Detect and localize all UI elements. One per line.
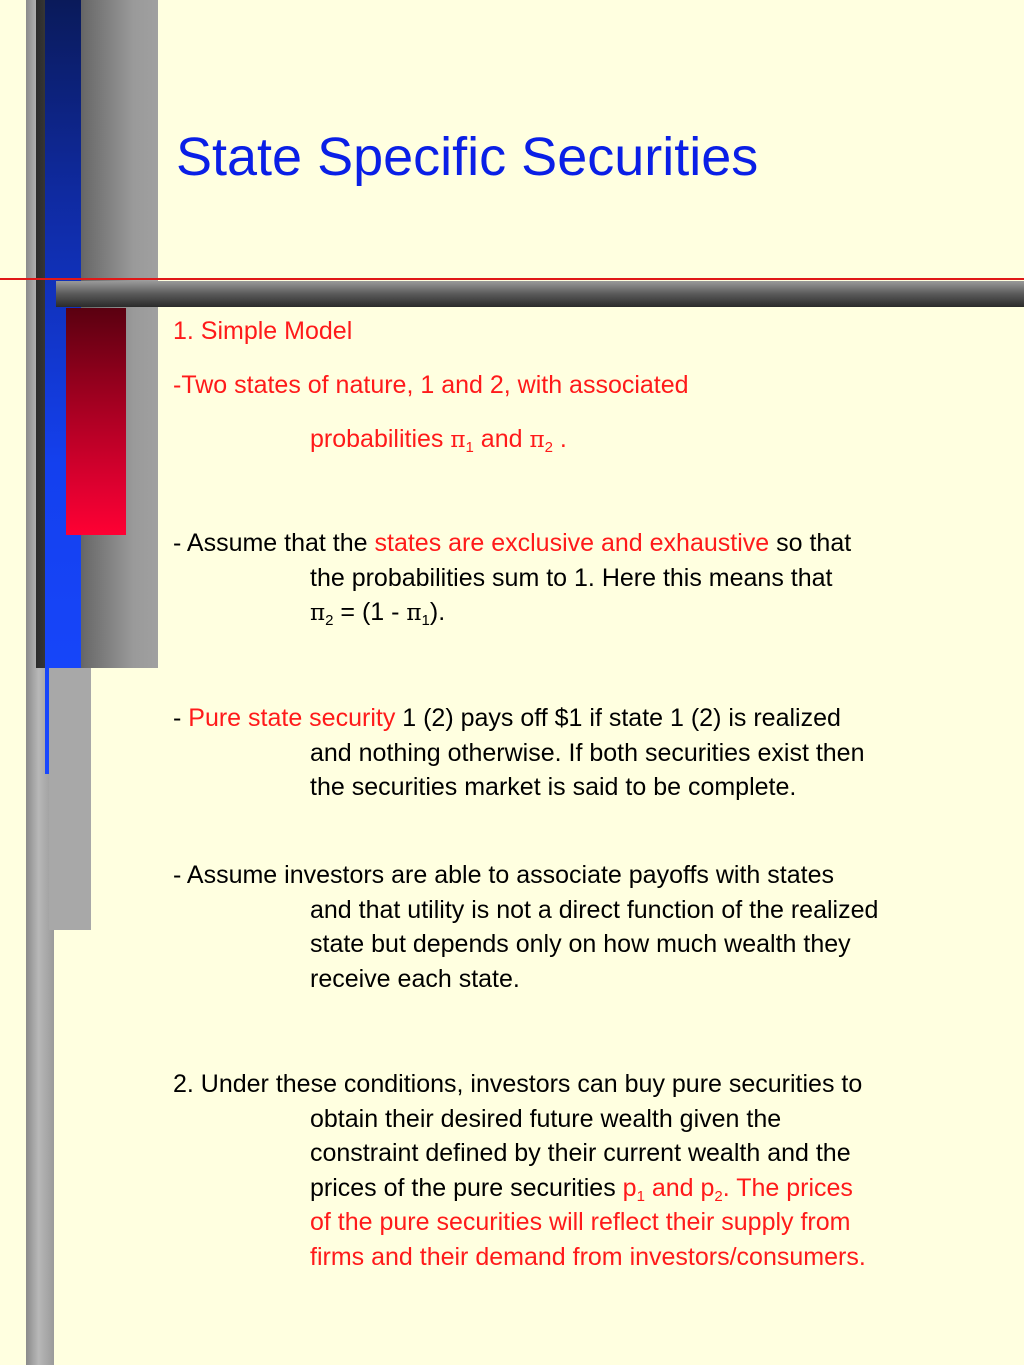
and-word: and: [480, 424, 523, 453]
paragraph-under-conditions: [173, 1067, 866, 1274]
two-states-line1: -Two states of nature, 1 and 2, with associated: [173, 371, 689, 399]
assume-investors-line2: and that utility is not a direct function of the realized: [310, 895, 879, 924]
assume-exclusive-after: so that: [769, 529, 852, 557]
pi-symbol: π: [406, 600, 422, 626]
under-conditions-line3: constraint defined by their current wealth and the: [310, 1139, 851, 1167]
assume-investors-line4: receive each state.: [310, 964, 520, 993]
pi-symbol: π: [450, 426, 466, 453]
pure-state-security-highlight: Pure state security: [188, 704, 396, 732]
prices-red-tail: . The prices: [722, 1173, 853, 1202]
subscript-1: 1: [636, 1187, 645, 1205]
under-conditions-line1: 2. Under these conditions, investors can buy pure securities to: [173, 1070, 863, 1098]
pure-security-after: 1 (2) pays off $1 if state 1 (2) is realized: [395, 704, 841, 732]
under-conditions-line4-lead: prices of the pure securities: [310, 1173, 623, 1202]
probabilities-word: probabilities: [310, 424, 444, 453]
assume-investors-line3: state but depends only on how much wealth they: [310, 930, 851, 958]
assume-exclusive-line2: the probabilities sum to 1. Here this means that: [310, 563, 833, 592]
pure-security-line3: the securities market is said to be complete.: [310, 773, 797, 801]
title-divider-red: [0, 278, 1024, 280]
period: .: [559, 424, 567, 453]
paragraph-two-states: [173, 368, 689, 457]
slide-title: State Specific Securities: [176, 127, 759, 187]
under-conditions-line6: firms and their demand from investors/consumers.: [310, 1242, 866, 1271]
subscript-2: 2: [325, 612, 334, 629]
paragraph-pure-security: [173, 701, 865, 805]
title-divider-gray: [56, 281, 1024, 307]
two-states-line2: [173, 422, 689, 458]
subscript-2: 2: [544, 438, 553, 456]
subscript-2: 2: [714, 1187, 723, 1205]
equation-end: ).: [429, 598, 446, 626]
under-conditions-line4: [173, 1171, 866, 1206]
under-conditions-line2: obtain their desired future wealth given the: [310, 1104, 782, 1133]
subscript-1: 1: [465, 438, 474, 456]
heading-simple-model: [173, 314, 352, 349]
under-conditions-line5: of the pure securities will reflect their supply from: [310, 1208, 851, 1236]
pure-security-line1: [173, 704, 841, 732]
pi-symbol: π: [529, 426, 545, 453]
prices-p1-p2: [622, 1173, 853, 1205]
pure-security-lead: -: [173, 704, 189, 732]
equation-middle: = (1 -: [333, 598, 407, 626]
heading-simple-model-text: 1. Simple Model: [173, 317, 353, 345]
assume-investors-line1: - Assume investors are able to associate payoffs with states: [173, 861, 834, 889]
decorative-bar-light-gray: [49, 668, 91, 930]
paragraph-assume-exclusive: [173, 526, 851, 631]
assume-exclusive-lead: - Assume that the: [173, 529, 375, 557]
assume-exclusive-line1: [173, 529, 851, 557]
decorative-bar-red: [66, 308, 126, 535]
price-p: p: [622, 1173, 637, 1202]
equation-pi2: [173, 595, 851, 631]
subscript-1: 1: [421, 612, 430, 629]
paragraph-assume-investors: [173, 858, 878, 996]
and-p: and p: [644, 1173, 715, 1202]
pi-symbol: π: [310, 600, 326, 626]
pure-security-line2: and nothing otherwise. If both securities exist then: [310, 738, 865, 767]
exclusive-exhaustive-highlight: states are exclusive and exhaustive: [374, 529, 770, 557]
